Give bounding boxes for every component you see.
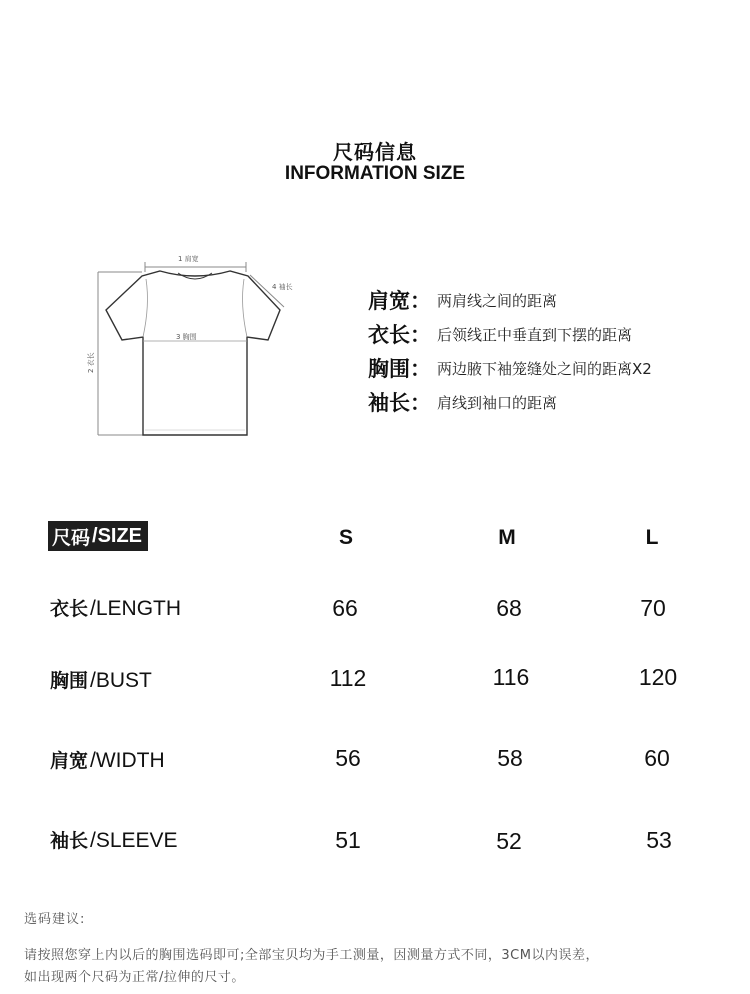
size-header-label	[48, 521, 148, 551]
column-header-l: L	[645, 526, 659, 549]
table-cell: 52	[496, 828, 522, 854]
table-cell: 68	[496, 595, 522, 621]
definition-row	[368, 283, 652, 317]
row-label-en: /SLEEVE	[90, 829, 178, 852]
tshirt-diagram	[87, 245, 320, 445]
row-label-en: /LENGTH	[90, 597, 182, 620]
size-header-en: /SIZE	[92, 524, 143, 547]
definition-term: 胸围	[368, 357, 410, 381]
row-label-en: /WIDTH	[90, 749, 165, 772]
notes-title: 选码建议:	[24, 912, 86, 927]
page-title-en: INFORMATION SIZE	[284, 163, 466, 184]
table-cell: 66	[332, 595, 358, 621]
table-cell: 120	[638, 664, 678, 690]
row-label-length	[50, 594, 181, 621]
table-cell: 53	[646, 827, 672, 853]
table-cell: 58	[497, 745, 523, 771]
definition-colon: ：	[410, 357, 431, 381]
diagram-label-shoulder: 1 肩宽	[178, 255, 199, 263]
definition-description: 两边腋下袖笼缝处之间的距离X2	[437, 359, 652, 378]
definition-term: 肩宽	[368, 289, 410, 313]
definition-colon: ：	[410, 391, 431, 415]
notes-line: 如出现两个尺码为正常/拉伸的尺寸。	[24, 970, 245, 985]
row-label-en: /BUST	[90, 669, 152, 692]
row-label-width	[50, 746, 165, 773]
definition-term: 袖长	[368, 391, 410, 415]
size-header-cn: 尺码	[52, 526, 91, 549]
definition-description: 肩线到袖口的距离	[437, 393, 558, 412]
row-label-cn: 胸围	[50, 670, 89, 692]
definition-row	[368, 385, 652, 419]
table-cell: 116	[492, 664, 530, 690]
definition-colon: ：	[410, 323, 431, 347]
diagram-label-length: 2 衣长	[87, 352, 95, 373]
diagram-label-sleeve: 4 袖长	[272, 283, 293, 291]
row-label-cn: 袖长	[50, 830, 89, 852]
definition-row	[368, 351, 652, 385]
diagram-label-bust: 3 胸围	[176, 333, 197, 341]
table-cell: 51	[335, 827, 361, 853]
table-cell: 70	[640, 595, 666, 621]
table-cell: 56	[335, 745, 361, 771]
measurement-definitions	[368, 283, 652, 419]
page-title-cn: 尺码信息	[333, 140, 417, 164]
column-header-s: S	[338, 526, 353, 549]
row-label-bust	[50, 666, 152, 693]
definition-description: 两肩线之间的距离	[437, 291, 558, 310]
notes-line: 请按照您穿上内以后的胸围选码即可;全部宝贝均为手工测量，因测量方式不同，3CM以内误差，	[24, 948, 599, 963]
column-header-m: M	[498, 526, 516, 549]
table-cell: 60	[644, 745, 670, 771]
row-label-cn: 衣长	[50, 598, 89, 620]
table-cell: 112	[329, 665, 367, 691]
definition-row	[368, 317, 652, 351]
definition-description: 后领线正中垂直到下摆的距离	[437, 325, 633, 344]
row-label-sleeve	[50, 826, 178, 853]
row-label-cn: 肩宽	[50, 750, 89, 772]
definition-colon: ：	[410, 289, 431, 313]
tshirt-outline-icon	[87, 245, 320, 445]
definition-term: 衣长	[368, 323, 410, 347]
